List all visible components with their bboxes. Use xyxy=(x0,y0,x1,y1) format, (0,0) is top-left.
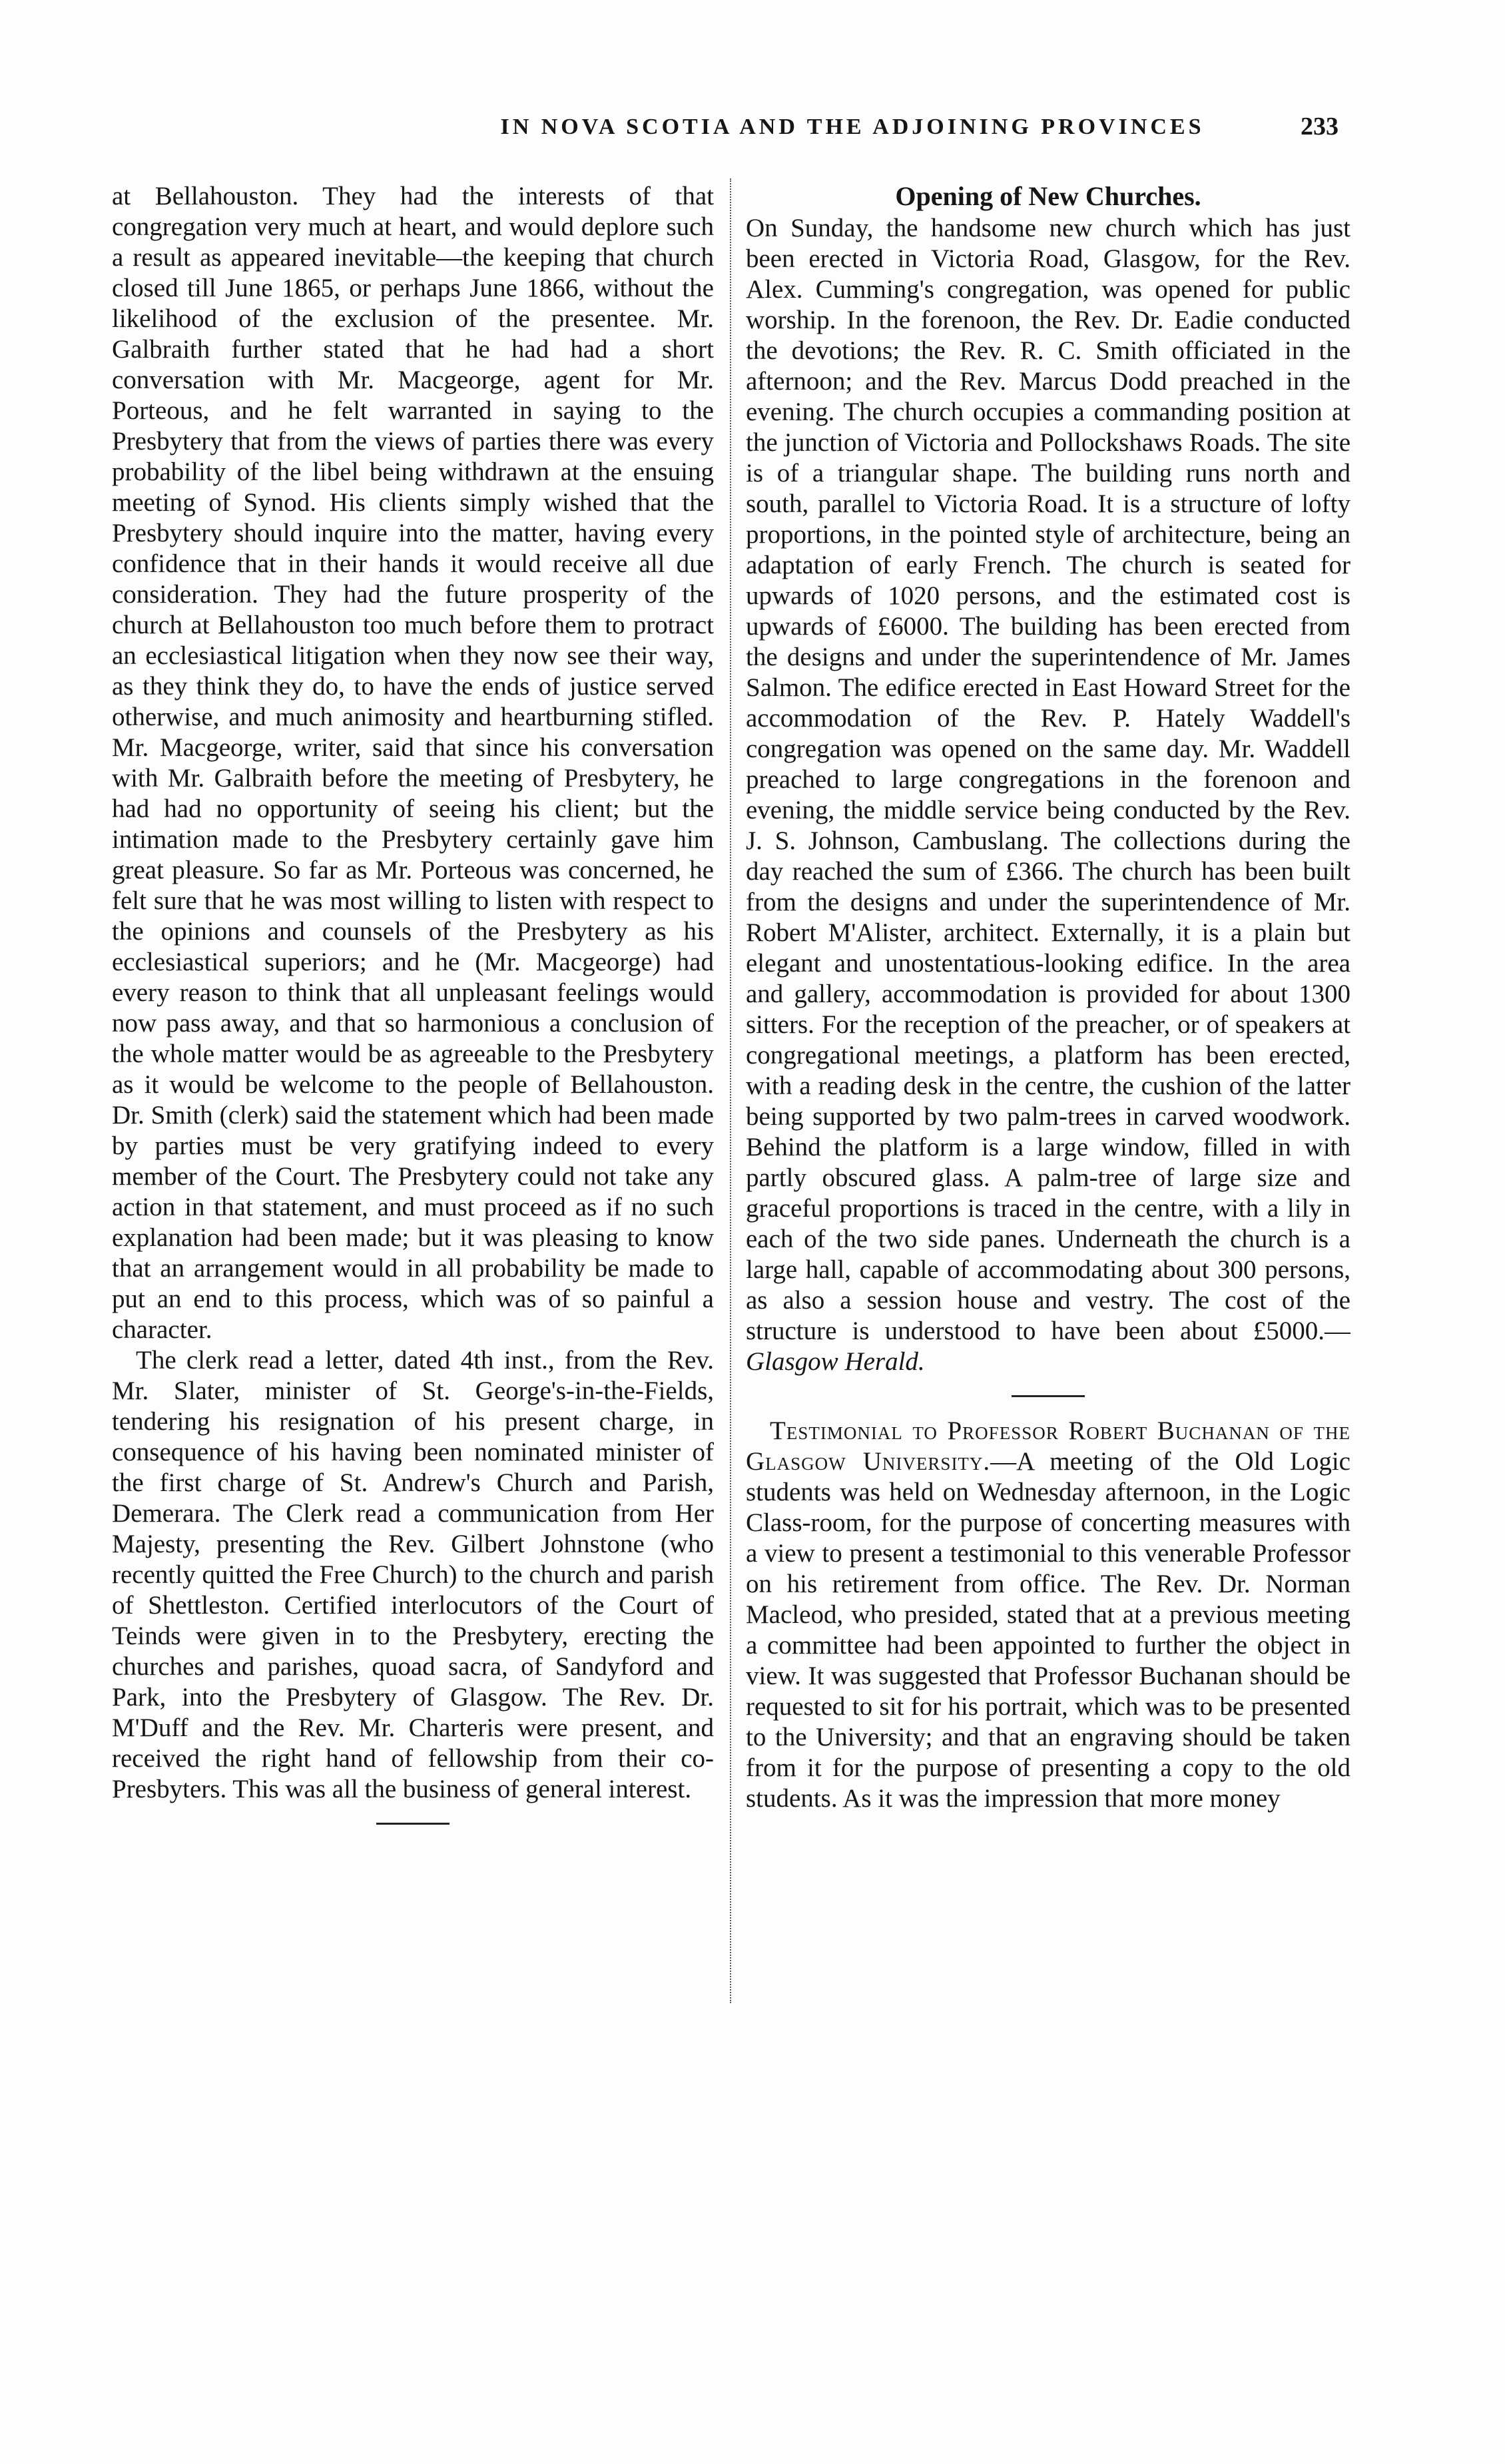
running-head: IN NOVA SCOTIA AND THE ADJOINING PROVINCES xyxy=(500,115,1205,139)
page-number: 233 xyxy=(1301,113,1339,141)
column-divider xyxy=(730,178,733,2003)
article-body-testimonial xyxy=(746,1416,1351,1814)
presbytery-report-paragraph: at Bellahouston. They had the interests of that congregation very much at heart, and would deplore such a result as appeared inevitable—the keeping that church closed till June 1865, or perhaps June 1866, without the likelihood of the exclusion of the presentee. Mr. Galbraith further stated that he had had a short conversation with Mr. Macgeorge, agent for Mr. Porteous, and he felt warranted in saying to the Presbytery that from the views of parties there was every probability of the libel being withdrawn at the ensuing meeting of Synod. His clients simply wished that the Presbytery should inquire into the matter, having every confidence that in their hands it would receive all due consideration. They had the future prosperity of the church at Bellahouston too much before them to protract an ecclesiastical litigation when they now see their way, as they think they do, to have the ends of justice served otherwise, and much animosity and heartburning stifled. Mr. Macgeorge, writer, said that since his conversation with Mr. Galbraith before the meeting of Presbytery, he had had no opportunity of seeing his client; but the intimation made to the Presbytery certainly gave him great pleasure. So far as Mr. Porteous was concerned, he felt sure that he was most willing to listen with respect to the opinions and counsels of the Presbytery as his ecclesiastical superiors; and he (Mr. Macgeorge) had every reason to think that all unpleasant feelings would now pass away, and that so harmonious a conclusion of the whole matter would be as agreeable to the Presbytery as it would be welcome to the people of Bellahouston. Dr. Smith (clerk) said the statement which had been made by parties must be very gratifying indeed to every member of the Court. The Presbytery could not take any action in that statement, and must proceed as if no such explanation had been made; but it was pleasing to know that an arrangement would in all probability be made to put an end to this process, which was of so painful a character. xyxy=(112,182,714,1344)
article-source: Glasgow Herald. xyxy=(746,1347,925,1376)
section-divider xyxy=(746,1385,1351,1408)
right-column xyxy=(746,181,1351,2032)
testimonial-text: —A meeting of the Old Logic students was held on Wednesday afternoon, in the Logic Class-room, for the purpose of concerting measures with a view to present a testimonial to this venerable Professor on his retirement from office. The Rev. Dr. Norman Macleod, who presided, stated that at a previous meeting a committee had been appointed to further the object in view. It was suggested that Professor Buchanan should be requested to sit for his portrait, which was to be presented to the University; and that an engraving should be taken from it for the purpose of presenting a copy to the old students. As it was the impression that more money xyxy=(746,1447,1351,1813)
article-heading-new-churches: Opening of New Churches. xyxy=(895,181,1201,211)
article-body-new-churches xyxy=(746,213,1351,1377)
article-heading-testimonial: Testimonial to Professor Robert Buchanan of the Glasgow University. xyxy=(746,1416,1351,1476)
presbytery-business-paragraph: The clerk read a letter, dated 4th inst., from the Rev. Mr. Slater, minister of St. George's-in-the-Fields, tendering his resignation of his present charge, in consequence of his having been nominated minister of the first charge of St. Andrew's Church and Parish, Demerara. The Clerk read a communication from Her Majesty, presenting the Rev. Gilbert Johnstone (who recently quitted the Free Church) to the church and parish of Shettleston. Certified interlocutors of the Court of Teinds were given in to the Presbytery, erecting the churches and parishes, quoad sacra, of Sandyford and Park, into the Presbytery of Glasgow. The Rev. Dr. M'Duff and the Rev. Mr. Charteris were present, and received the right hand of fellowship from their co-Presbyters. This was all the business of general interest. xyxy=(112,1346,714,1803)
section-divider xyxy=(112,1813,714,1835)
left-column xyxy=(112,181,714,2032)
new-churches-text: On Sunday, the handsome new church which has just been erected in Victoria Road, Glasgow, for the Rev. Alex. Cumming's congregation, was opened for public worship. In the forenoon, the Rev. Dr. Eadie conducted the devotions; the Rev. R. C. Smith officiated in the afternoon; and the Rev. Marcus Dodd preached in the evening. The church occupies a commanding position at the junction of Victoria and Pollockshaws Roads. The site is of a triangular shape. The building runs north and south, parallel to Victoria Road. It is a structure of lofty proportions, in the pointed style of architecture, being an adaptation of early French. The church is seated for upwards of 1020 persons, and the estimated cost is upwards of £6000. The building has been erected from the designs and under the superintendence of Mr. James Salmon. The edifice erected in East Howard Street for the accommodation of the Rev. P. Hately Waddell's congregation was opened on the same day. Mr. Waddell preached to large congregations in the forenoon and evening, the middle service being conducted by the Rev. J. S. Johnson, Cambuslang. The collections during the day reached the sum of £366. The church has been built from the designs and under the superintendence of Mr. Robert M'Alister, architect. Externally, it is a plain but elegant and unostentatious-looking edifice. In the area and gallery, accommodation is provided for about 1300 sitters. For the reception of the preacher, or of speakers at congregational meetings, a platform has been erected, with a reading desk in the centre, the cushion of the latter being supported by two palm-trees in carved woodwork. Behind the platform is a large window, filled in with partly obscured glass. A palm-tree of large size and graceful proportions is traced in the centre, with a lily in each of the two side panes. Underneath the church is a large hall, capable of accommodating about 300 persons, as also a session house and vestry. The cost of the structure is understood to have been about £5000.— xyxy=(746,214,1351,1345)
